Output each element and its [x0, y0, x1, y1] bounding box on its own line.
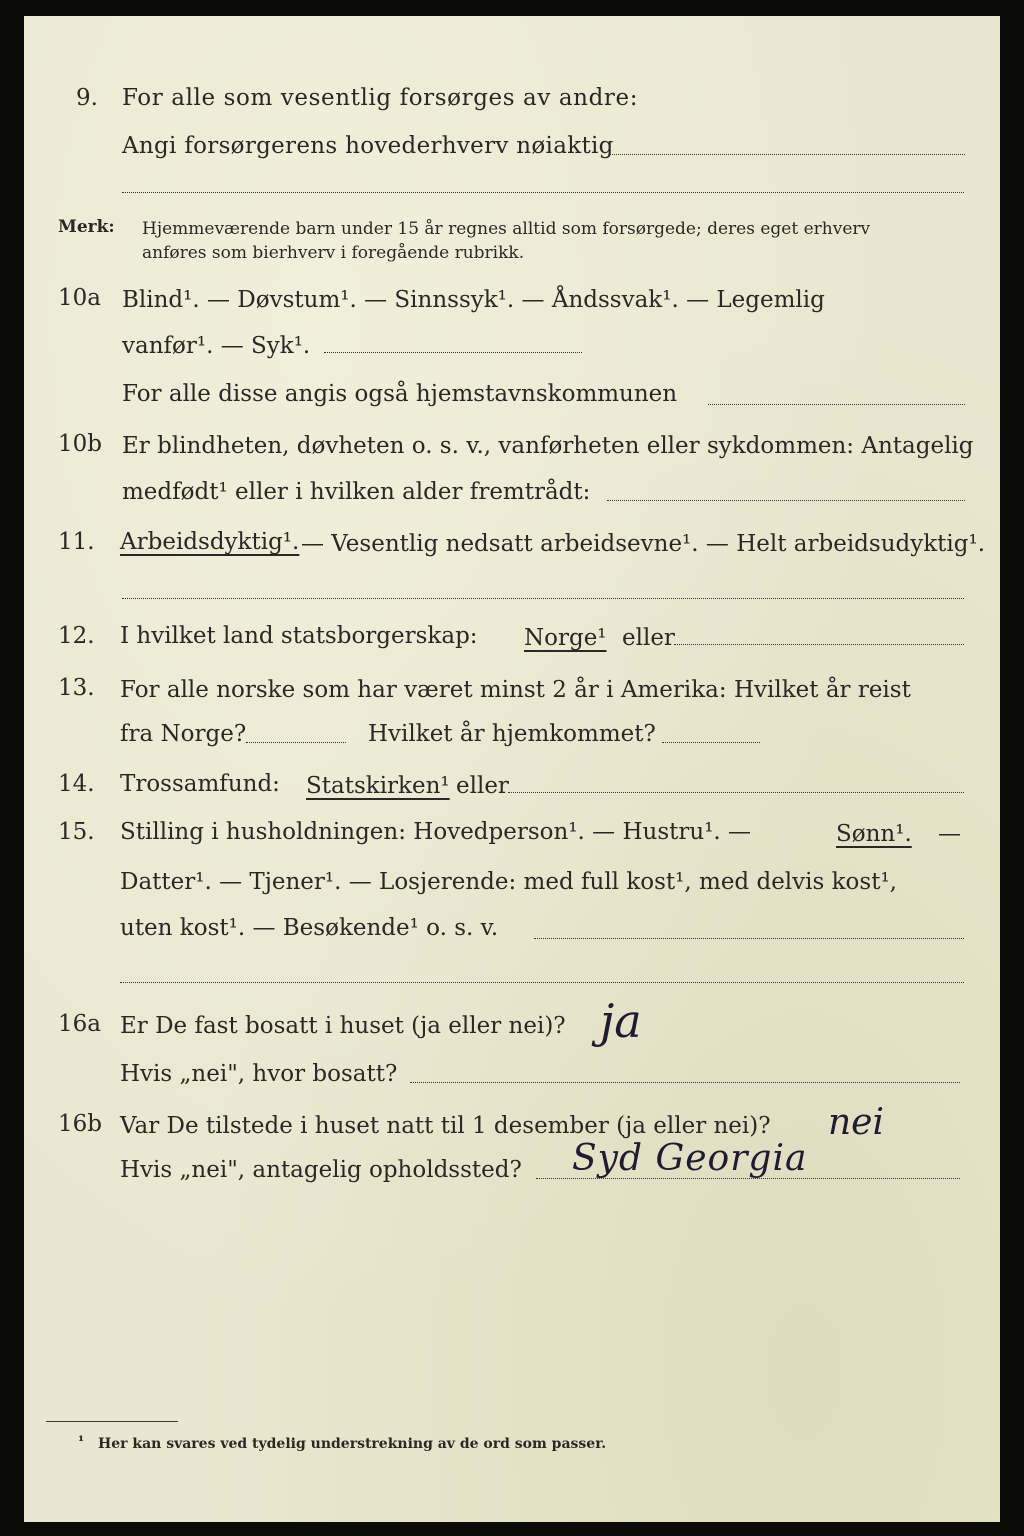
- q10b-line2: medfødt¹ eller i hvilken alder fremtrådt:: [122, 479, 591, 505]
- q9-answer-line-2[interactable]: [122, 192, 964, 193]
- q10a-line3: For alle disse angis også hjemstavnskommunen: [122, 381, 678, 407]
- q16b-line1: Var De tilstede i huset natt til 1 desember (ja eller nei)?: [120, 1113, 771, 1139]
- q16b-handwritten-answer[interactable]: nei: [828, 1102, 885, 1143]
- q10a-line1: Blind¹. — Døvstum¹. — Sinnssyk¹. — Åndssvak¹. — Legemlig: [122, 287, 825, 313]
- q15-answer-line[interactable]: [534, 938, 964, 939]
- footnote-rule: [46, 1421, 178, 1422]
- q13-year-left-line[interactable]: [246, 742, 346, 743]
- q15-line1b: —: [938, 821, 961, 847]
- q15-answer-line-2[interactable]: [120, 982, 964, 983]
- q15-line2: Datter¹. — Tjener¹. — Losjerende: med full kost¹, med delvis kost¹,: [120, 869, 897, 895]
- q16b-number: 16b: [58, 1111, 102, 1137]
- q16b-line2: Hvis „nei", antagelig opholdssted?: [120, 1157, 522, 1183]
- q10a-line2: vanfør¹. — Syk¹.: [122, 333, 311, 359]
- q14-option-statskirken[interactable]: Statskirken¹: [306, 773, 450, 799]
- q16a-number: 16a: [58, 1011, 101, 1037]
- q16a-handwritten-answer[interactable]: ja: [600, 994, 642, 1048]
- q13-line2a: fra Norge?: [120, 721, 247, 747]
- q15-option-sonn[interactable]: Sønn¹.: [836, 821, 912, 847]
- q9-number: 9.: [76, 85, 98, 111]
- merk-line1: Hjemmeværende barn under 15 år regnes alltid som forsørgede; deres eget erhverv: [142, 219, 871, 239]
- q16a-line1: Er De fast bosatt i huset (ja eller nei)?: [120, 1013, 566, 1039]
- q15-number: 15.: [58, 819, 95, 845]
- q15-line3: uten kost¹. — Besøkende¹ o. s. v.: [120, 915, 499, 941]
- q12-option-norge[interactable]: Norge¹: [524, 625, 607, 651]
- q11-number: 11.: [58, 529, 95, 555]
- q9-line2: Angi forsørgerens hovederhverv nøiaktig: [122, 133, 614, 159]
- census-form-page: [24, 16, 1000, 1522]
- q12-number: 12.: [58, 623, 95, 649]
- q16a-where-line[interactable]: [410, 1082, 960, 1083]
- q15-line1a: Stilling i husholdningen: Hovedperson¹. — Hustru¹. —: [120, 819, 752, 845]
- q16b-location-line[interactable]: [536, 1178, 960, 1179]
- q12-answer-line[interactable]: [674, 644, 964, 645]
- q12-tail: eller: [622, 625, 675, 651]
- q11-answer-line[interactable]: [122, 598, 964, 599]
- footnote-text: Her kan svares ved tydelig understrekning av de ord som passer.: [98, 1436, 607, 1452]
- q13-number: 13.: [58, 675, 95, 701]
- q16a-line2: Hvis „nei", hvor bosatt?: [120, 1061, 398, 1087]
- merk-line2: anføres som bierhverv i foregående rubrikk.: [142, 243, 525, 263]
- q11-option-arbeidsdyktig[interactable]: Arbeidsdyktig¹.: [120, 529, 300, 555]
- q10a-number: 10a: [58, 285, 101, 311]
- q13-year-returned-line[interactable]: [662, 742, 760, 743]
- q10b-line1: Er blindheten, døvheten o. s. v., vanførheten eller sykdommen: Antagelig: [122, 433, 974, 459]
- q14-answer-line[interactable]: [508, 792, 964, 793]
- q10b-number: 10b: [58, 431, 102, 457]
- q11-rest: — Vesentlig nedsatt arbeidsevne¹. — Helt arbeidsudyktig¹.: [301, 531, 986, 557]
- merk-label: Merk:: [58, 217, 115, 237]
- q9-answer-line[interactable]: [609, 154, 965, 155]
- q10b-answer-line[interactable]: [607, 500, 965, 501]
- q10a-answer-line[interactable]: [324, 352, 582, 353]
- q14-number: 14.: [58, 771, 95, 797]
- q13-line1: For alle norske som har været minst 2 år i Amerika: Hvilket år reist: [120, 677, 911, 703]
- q13-line2b: Hvilket år hjemkommet?: [368, 721, 656, 747]
- q16b-handwritten-location[interactable]: Syd Georgia: [572, 1138, 808, 1179]
- footnote-mark: ¹: [78, 1434, 85, 1450]
- q14-text: Trossamfund:: [120, 771, 280, 797]
- q10a-hometown-line[interactable]: [708, 404, 965, 405]
- q12-text: I hvilket land statsborgerskap:: [120, 623, 478, 649]
- q9-line1: For alle som vesentlig forsørges av andre:: [122, 85, 639, 111]
- q14-tail: eller: [456, 773, 509, 799]
